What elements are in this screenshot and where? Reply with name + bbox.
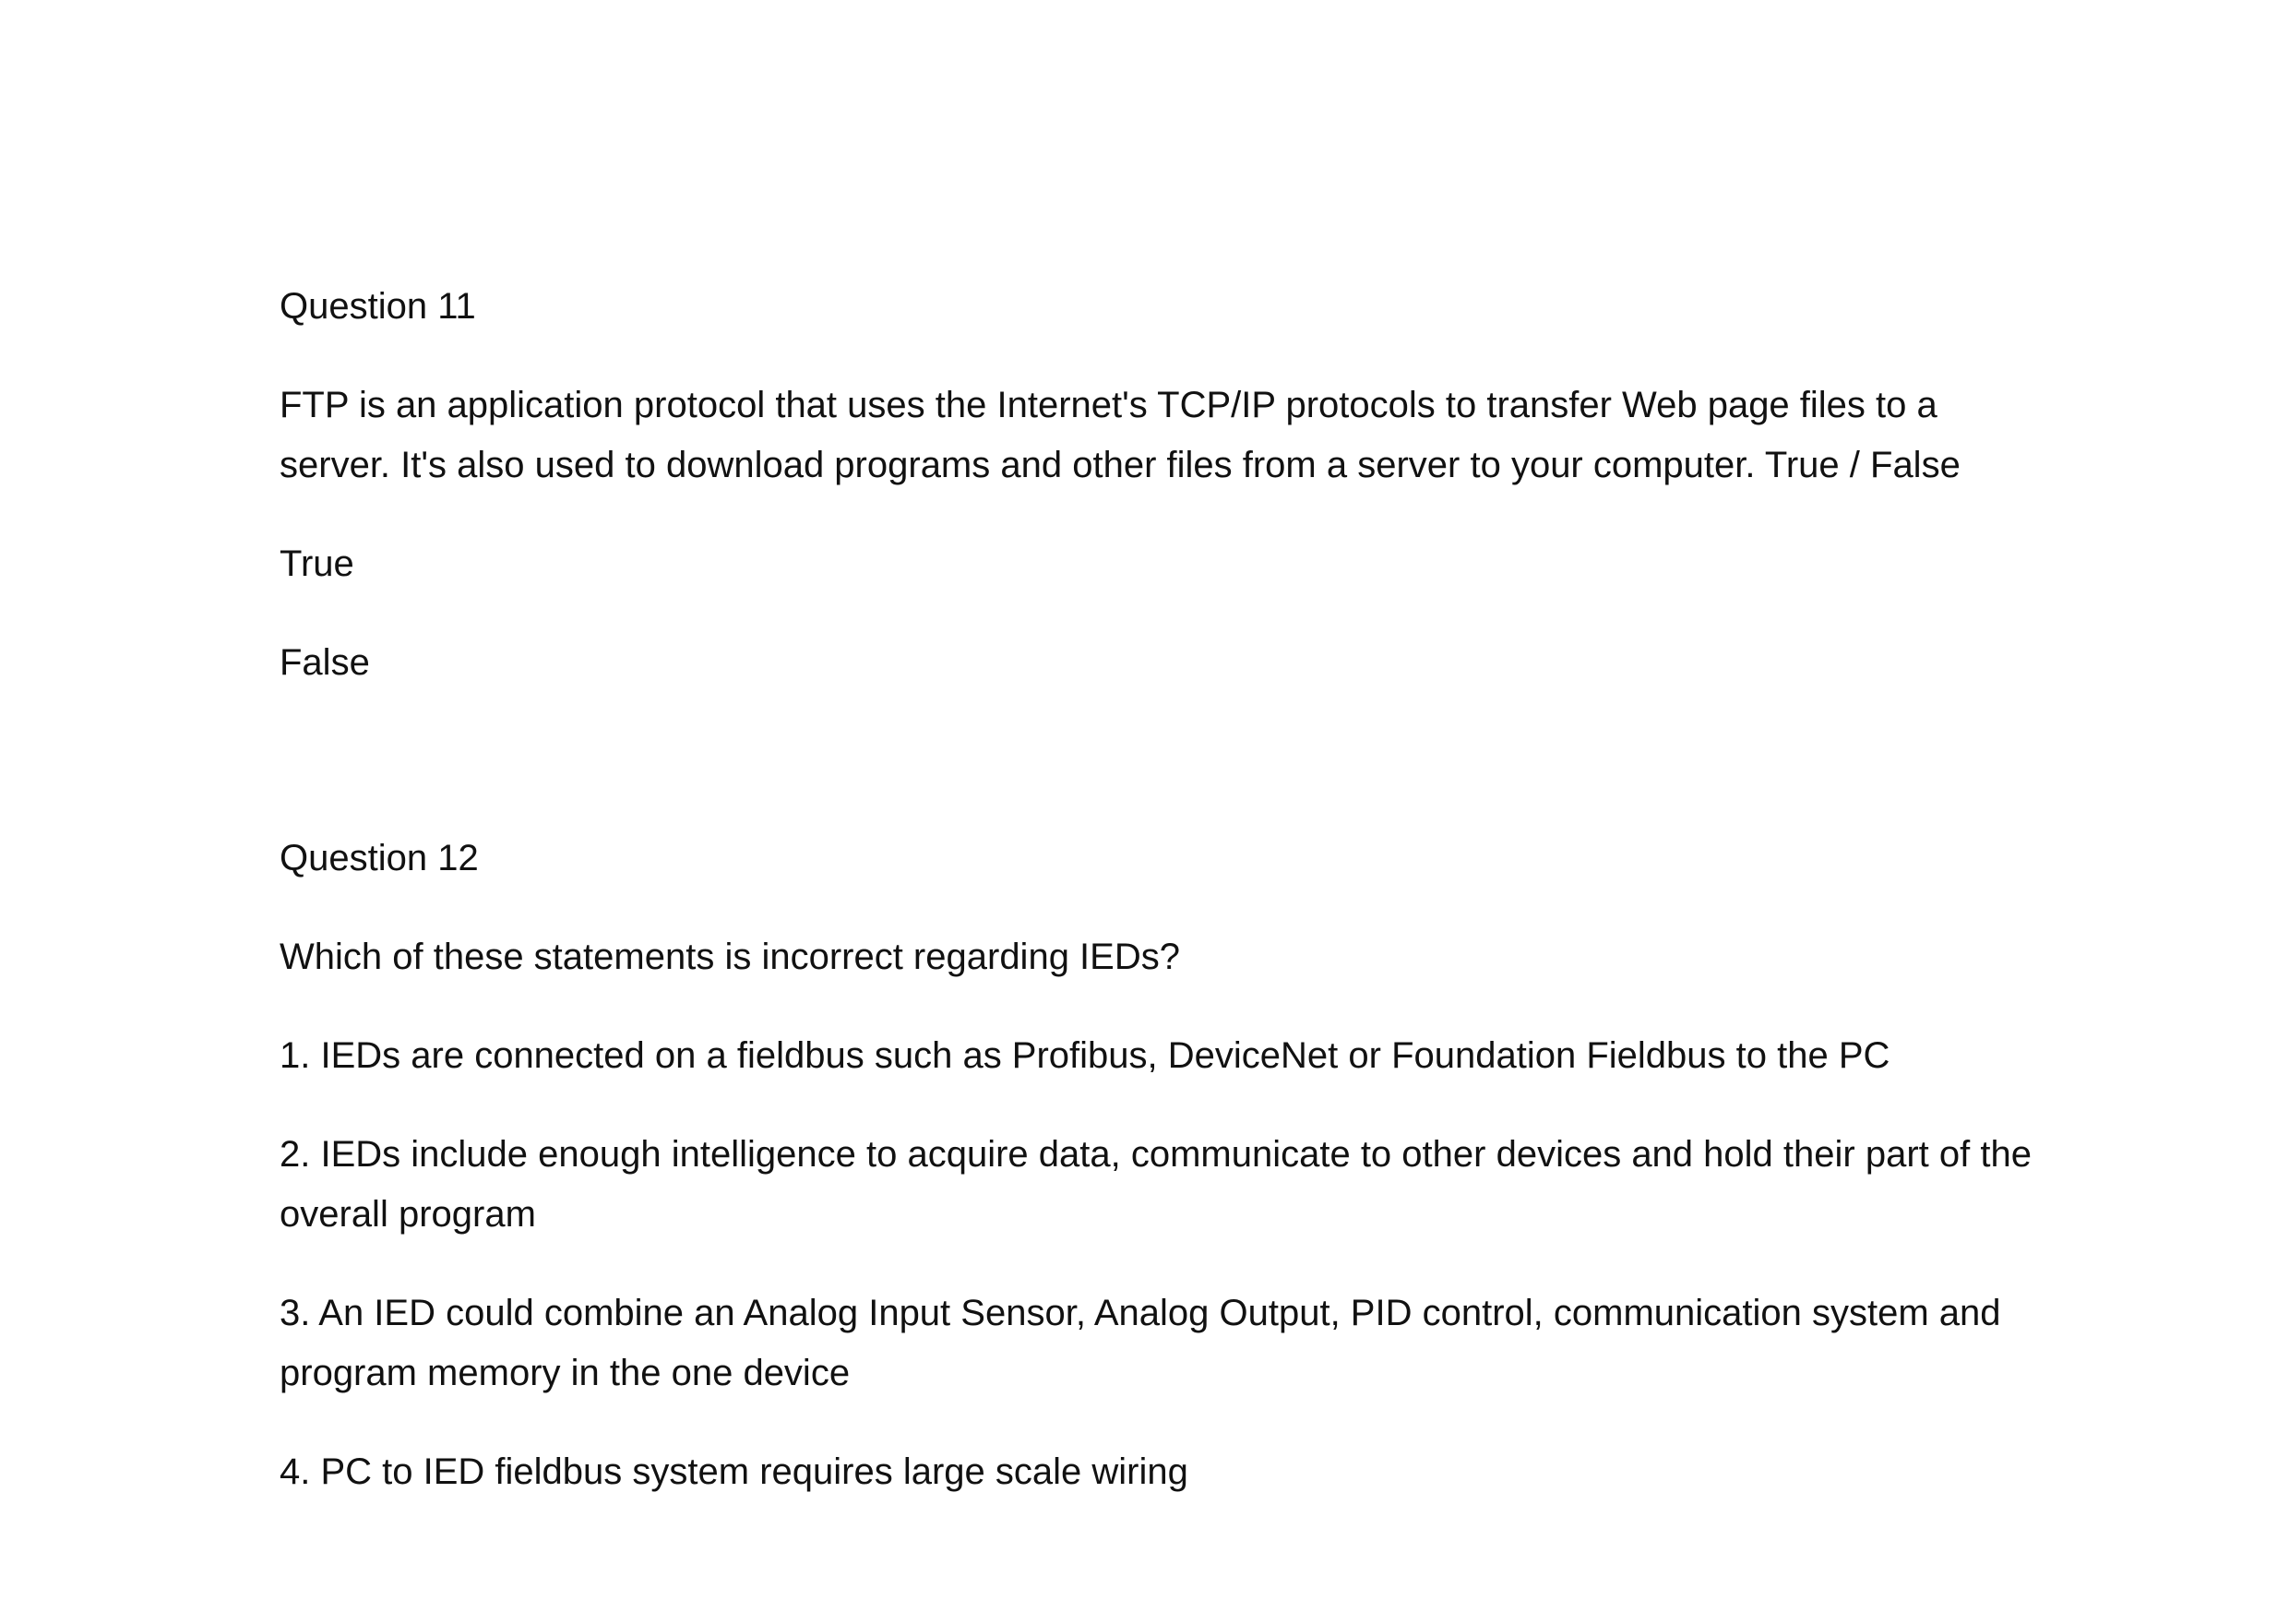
answer-option-true: True <box>280 543 354 584</box>
question-12 <box>280 829 2033 1502</box>
question-heading: Question 12 <box>280 838 479 878</box>
answer-option-false: False <box>280 642 370 683</box>
answer-option-1: 1. IEDs are connected on a fieldbus such as Profibus, DeviceNet or Foundation Fieldbus to the PC <box>280 1035 1890 1076</box>
question-11 <box>280 277 2033 693</box>
section-spacer <box>280 732 2033 829</box>
answer-option-2: 2. IEDs include enough intelligence to acquire data, communicate to other devices and hold their part of the overall program <box>280 1134 2032 1235</box>
question-prompt: FTP is an application protocol that uses the Internet's TCP/IP protocols to transfer Web page files to a server. It's also used to download programs and other files from a server to your computer. True / False <box>280 385 1961 485</box>
question-heading: Question 11 <box>280 286 476 327</box>
document-content <box>280 277 2033 1541</box>
question-prompt: Which of these statements is incorrect regarding IEDs? <box>280 937 1180 977</box>
answer-option-3: 3. An IED could combine an Analog Input Sensor, Analog Output, PID control, communication system and program memory in the one device <box>280 1293 2001 1393</box>
answer-option-4: 4. PC to IED fieldbus system requires large scale wiring <box>280 1451 1188 1492</box>
